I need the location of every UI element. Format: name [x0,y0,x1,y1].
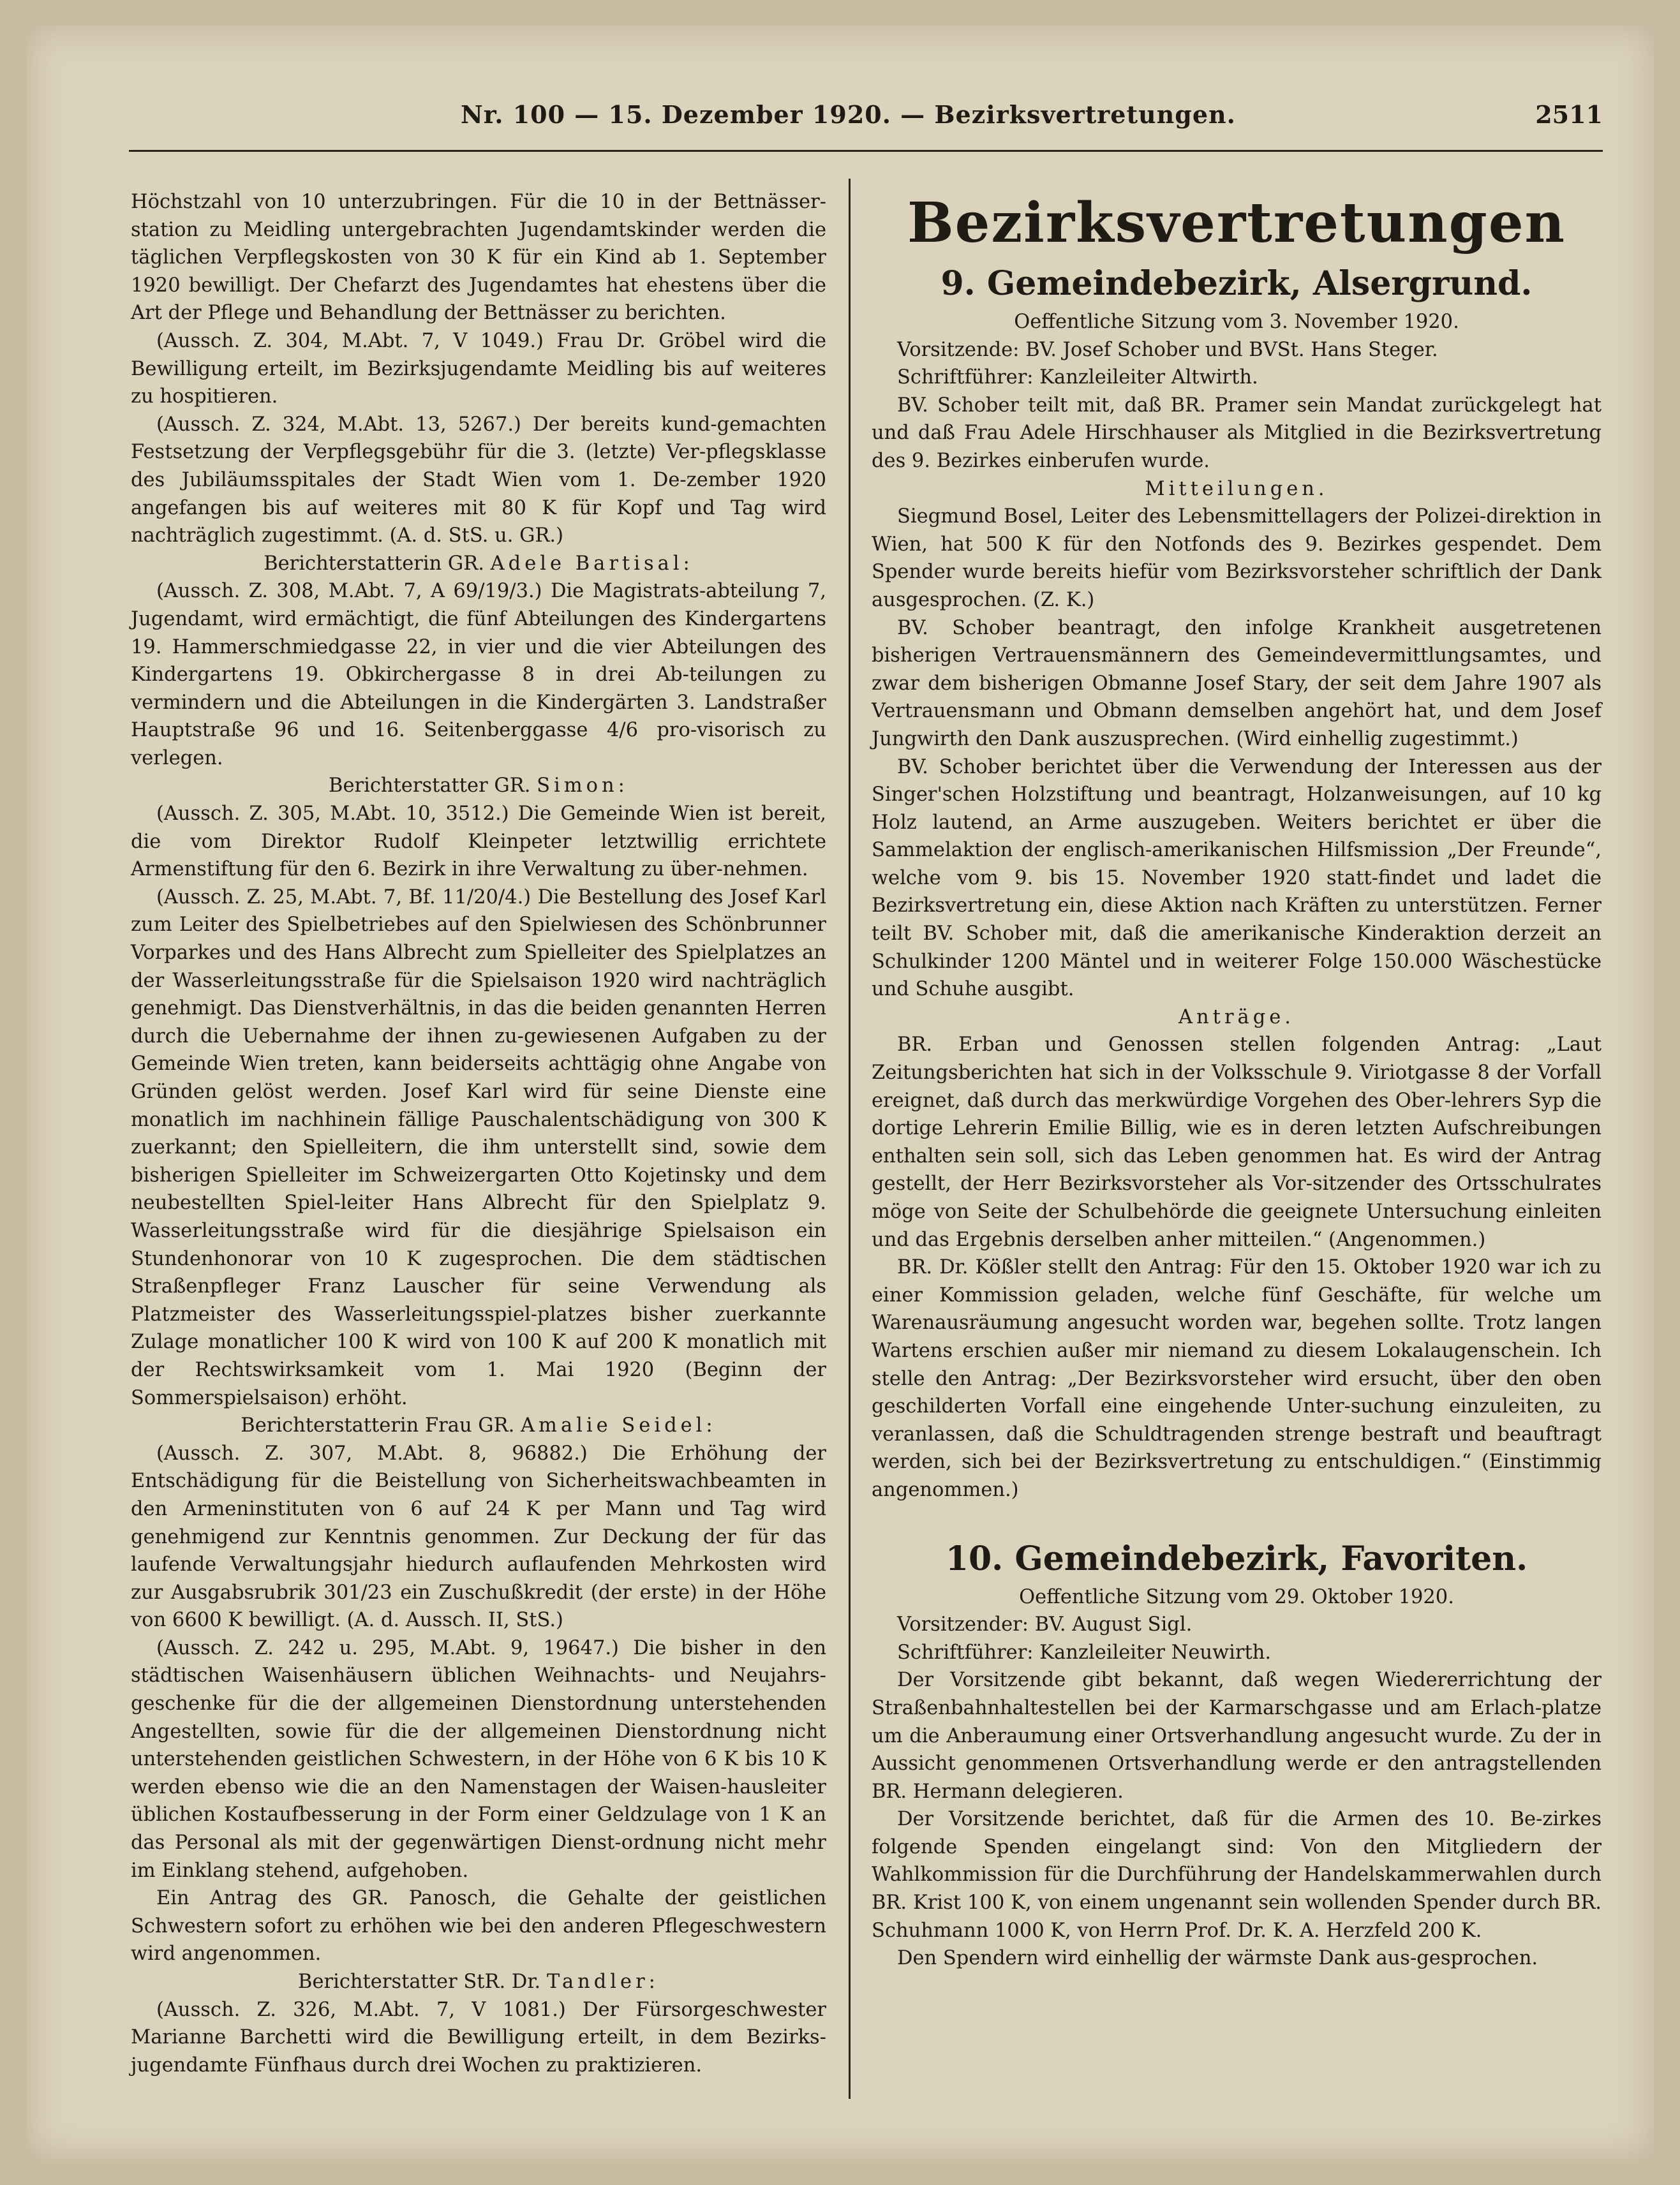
paragraph: Den Spendern wird einhellig der wärmste Dank aus-gesprochen. [897,1947,1538,1970]
page-header [27,86,1654,137]
paragraph: Höchstzahl von 10 unterzubringen. Für die 10 in der Bettnässer-station zu Meidling untergebrachten Jugendamtskinder werden die täglichen Verpflegskosten von 30 K für ein Kind ab 1. September 1920 bewilligt. Der Chefarzt des Jugendamtes hat ehestens über die Art der Pflege und Behandlung der Bettnässer zu berichten. [131,191,826,325]
secretary-line: Schriftführer: Kanzleileiter Altwirth. [897,366,1258,389]
rapporteur-heading [131,1968,826,1996]
chair-line: Vorsitzende: BV. Josef Schober und BVSt. Hans Steger. [897,338,1438,361]
paragraph: (Aussch. Z. 304, M.Abt. 7, V 1049.) Frau Dr. Gröbel wird die Bewilligung erteilt, im Bezirksjugendamte Meidling bis auf weiteres zu hospitieren. [131,329,826,408]
session-line: Oeffentliche Sitzung vom 29. Oktober 1920. [1019,1585,1454,1608]
district-heading: 9. Gemeindebezirk, Alsergrund. [940,264,1533,303]
paragraph: (Aussch. Z. 326, M.Abt. 7, V 1081.) Der Fürsorgeschwester Marianne Barchetti wird die Bewilligung erteilt, in dem Bezirks-jugendamte Fünfhaus durch drei Wochen zu praktizieren. [131,1998,826,2077]
chair-line: Vorsitzender: BV. August Sigl. [897,1613,1193,1636]
rapporteur-name: Tandler: [546,1971,659,1993]
section-masthead: Bezirksvertretungen [907,191,1566,255]
paragraph: BR. Erban und Genossen stellen folgenden Antrag: „Laut Zeitungsberichten hat sich in der Volksschule 9. Viriotgasse 8 der Vorfall ereignet, daß durch das merkwürdige Vorgehen des Ober-lehrers Syp die dortige Lehrerin Emilie Billig, wie es in deren letzten Aufschreibungen enthalten sein soll, sich das Leben genommen hat. Es wird der Antrag gestellt, der Herr Bezirksvorsteher als Vor-sitzender des Ortsschulrates möge von Seite der Schulbehörde die geeignete Untersuchung einleiten und das Ergebnis derselben anher mitteilen.“ (Angenommen.) [872,1033,1602,1251]
page-number: 2511 [1535,100,1603,129]
subheading: Mitteilungen. [1145,477,1328,500]
rapporteur-name: Adele Bartisal: [490,552,694,575]
rapporteur-name: Amalie Seidel: [521,1414,717,1437]
subheading: Anträge. [1178,1005,1295,1028]
rapporteur-heading [131,772,826,800]
paragraph: BV. Schober berichtet über die Verwendung der Interessen aus der Singer'schen Holzstiftung und beantragt, Holzanweisungen, auf 10 kg Holz lautend, an Arme auszugeben. Weiters berichtet er über die Sammelaktion der englisch-amerikanischen Hilfsmission „Der Freunde“, welche vom 9. bis 15. November 1920 statt-findet und ladet die Bezirksvertretung ein, diese Aktion nach Kräften zu unterstützen. Ferner teilt BV. Schober mit, daß die amerikanische Kinderaktion derzeit an Schulkinder 1200 Mäntel und in weiterer Folge 150.000 Wäschestücke und Schuhe ausgibt. [872,755,1602,1001]
rapporteur-prefix: Berichterstatterin Frau GR. [241,1414,515,1437]
paragraph: Siegmund Bosel, Leiter des Lebensmittellagers der Polizei-direktion in Wien, hat 500 K für den Notfonds des 9. Bezirkes gespendet. Dem Spender wurde bereits hiefür vom Bezirksvorsteher schriftlich der Dank ausgesprochen. (Z. K.) [872,505,1602,611]
rapporteur-prefix: Berichterstatter StR. Dr. [298,1971,541,1993]
paragraph: (Aussch. Z. 308, M.Abt. 7, A 69/19/3.) Die Magistrats-abteilung 7, Jugendamt, wird ermächtigt, die fünf Abteilungen des Kindergartens 19. Hammerschmiedgasse 22, in vier und die vier Abteilungen des Kindergartens 19. Obkirchergasse 8 in drei Ab-teilungen zu vermindern und die Abteilungen in die Kindergärten 3. Landstraßer Hauptstraße 96 und 16. Seitenberggasse 4/6 pro-visorisch zu verlegen. [131,580,826,769]
column-rule [849,179,851,2099]
paragraph: Ein Antrag des GR. Panosch, die Gehalte der geistlichen Schwestern sofort zu erhöhen wie bei den anderen Pflegeschwestern wird angenommen. [131,1887,826,1966]
rapporteur-name: Simon: [537,774,628,797]
paragraph: BV. Schober teilt mit, daß BR. Pramer sein Mandat zurückgelegt hat und daß Frau Adele Hirschhauser als Mitglied in die Bezirksvertretung des 9. Bezirkes einberufen wurde. [872,394,1602,472]
header-rule [129,150,1603,152]
secretary-line: Schriftführer: Kanzleileiter Neuwirth. [897,1641,1272,1664]
rapporteur-prefix: Berichterstatterin GR. [264,552,484,575]
district-heading: 10. Gemeindebezirk, Favoriten. [945,1539,1528,1578]
paragraph: Der Vorsitzende berichtet, daß für die Armen des 10. Be-zirkes folgende Spenden eingelangt sind: Von den Mitgliedern der Wahlkommission für die Durchführung der Handelskammerwahlen durch BR. Krist 100 K, von einem ungenannt sein wollenden Spender durch BR. Schuhmann 1000 K, von Herrn Prof. Dr. K. A. Herzfeld 200 K. [872,1808,1602,1942]
rapporteur-heading [131,550,826,578]
left-column [131,188,826,2079]
paragraph: (Aussch. Z. 242 u. 295, M.Abt. 9, 19647.) Die bisher in den städtischen Waisenhäusern üblichen Weihnachts- und Neujahrs-geschenke für die der allgemeinen Dienstordnung unterstehenden Angestellten, sowie für die der allgemeinen Dienstordnung nicht unterstehenden geistlichen Schwestern, in der Höhe von 6 K bis 10 K werden ebenso wie die an den Namenstagen der Waisen-hausleiter üblichen Kostaufbesserung in der Form einer Geldzulage von 1 K an das Personal als mit der gegenwärtigen Dienst-ordnung nicht mehr im Einklang stehend, aufgehoben. [131,1636,826,1882]
paragraph: BR. Dr. Kößler stellt den Antrag: Für den 15. Oktober 1920 war ich zu einer Kommission geladen, welche fünf Geschäfte, für welche um Warenausräumung angesucht worden war, begehen sollte. Trotz langen Wartens erschien außer mir niemand zu diesem Lokalaugenschein. Ich stelle den Antrag: „Der Bezirksvorsteher wird ersucht, über den oben geschilderten Vorfall eine eingehende Unter-suchung einzuleiten, zu veranlassen, daß die Schuldtragenden strenge bestraft und beauftragt werden, sich bei der Bezirksvertretung zu entschuldigen.“ (Einstimmig angenommen.) [872,1256,1602,1501]
running-head: Nr. 100 — 15. Dezember 1920. — Bezirksvertretungen. [461,100,1236,129]
paragraph: (Aussch. Z. 324, M.Abt. 13, 5267.) Der bereits kund-gemachten Festsetzung der Verpflegsgebühr für die 3. (letzte) Ver-pflegsklasse des Jubiläumsspitales der Stadt Wien vom 1. De-zember 1920 angefangen bis auf weiteres mit 80 K für Kopf und Tag wird nachträglich zugestimmt. (A. d. StS. u. GR.) [131,413,826,547]
paragraph: (Aussch. Z. 305, M.Abt. 10, 3512.) Die Gemeinde Wien ist bereit, die vom Direktor Rudolf Kleinpeter letztwillig errichtete Armenstiftung für den 6. Bezirk in ihre Verwaltung zu über-nehmen. [131,803,826,881]
rapporteur-prefix: Berichterstatter GR. [329,774,531,797]
paragraph: BV. Schober beantragt, den infolge Krankheit ausgetretenen bisherigen Vertrauensmännern des Gemeindevermittlungsamtes, und zwar dem bisherigen Obmanne Josef Stary, der seit dem Jahre 1907 als Vertrauensmann und Obmann demselben angehört hat, und dem Josef Jungwirth den Dank auszusprechen. (Wird einhellig zugestimmt.) [872,616,1602,750]
session-line: Oeffentliche Sitzung vom 3. November 1920. [1014,311,1459,333]
rapporteur-heading [131,1412,826,1440]
paragraph: Der Vorsitzende gibt bekannt, daß wegen Wiedererrichtung der Straßenbahnhaltestellen bei der Karmarschgasse und am Erlach-platze um die Anberaumung einer Ortsverhandlung angesucht wurde. Zu der in Aussicht genommenen Ortsverhandlung werde er den antragstellenden BR. Hermann delegieren. [872,1669,1602,1803]
paragraph: (Aussch. Z. 25, M.Abt. 7, Bf. 11/20/4.) Die Bestellung des Josef Karl zum Leiter des Spielbetriebes auf den Spielwiesen des Schönbrunner Vorparkes und des Hans Albrecht zum Spielleiter des Spielplatzes an der Wasserleitungsstraße für die Spielsaison 1920 wird nachträglich genehmigt. Das Dienstverhältnis, in das die beiden genannten Herren durch die Uebernahme der ihnen zu-gewiesenen Aufgaben zu der Gemeinde Wien treten, kann beiderseits achttägig ohne Angabe von Gründen gelöst werden. Josef Karl wird für seine Dienste eine monatlich im nachhinein fällige Pauschalentschädigung von 300 K zuerkannt; den Spielleitern, die ihm unterstellt sind, sowie dem bisherigen Spielleiter im Schweizergarten Otto Kojetinsky und dem neubestellten Spiel-leiter Hans Albrecht für den Spielplatz 9. Wasserleitungsstraße wird für die diesjährige Spielsaison ein Stundenhonorar von 10 K zugesprochen. Die dem städtischen Straßenpfleger Franz Lauscher für seine Verwendung als Platzmeister des Wasserleitungsspiel-platzes bisher zuerkannte Zulage monatlicher 100 K wird von 100 K auf 200 K monatlich mit der Rechtswirksamkeit vom 1. Mai 1920 (Beginn der Sommerspielsaison) erhöht. [131,885,826,1409]
paragraph: (Aussch. Z. 307, M.Abt. 8, 96882.) Die Erhöhung der Entschädigung für die Beistellung von Sicherheitswachbeamten in den Armeninstituten von 6 auf 24 K per Mann und Tag wird genehmigend zur Kenntnis genommen. Zur Deckung der für das laufende Verwaltungsjahr hiedurch auflaufenden Mehrkosten wird zur Ausgabsrubrik 301/23 ein Zuschußkredit (der erste) in der Höhe von 6600 K bewilligt. (A. d. Aussch. II, StS.) [131,1442,826,1632]
right-column [872,188,1602,1973]
newspaper-page [27,26,1654,2159]
